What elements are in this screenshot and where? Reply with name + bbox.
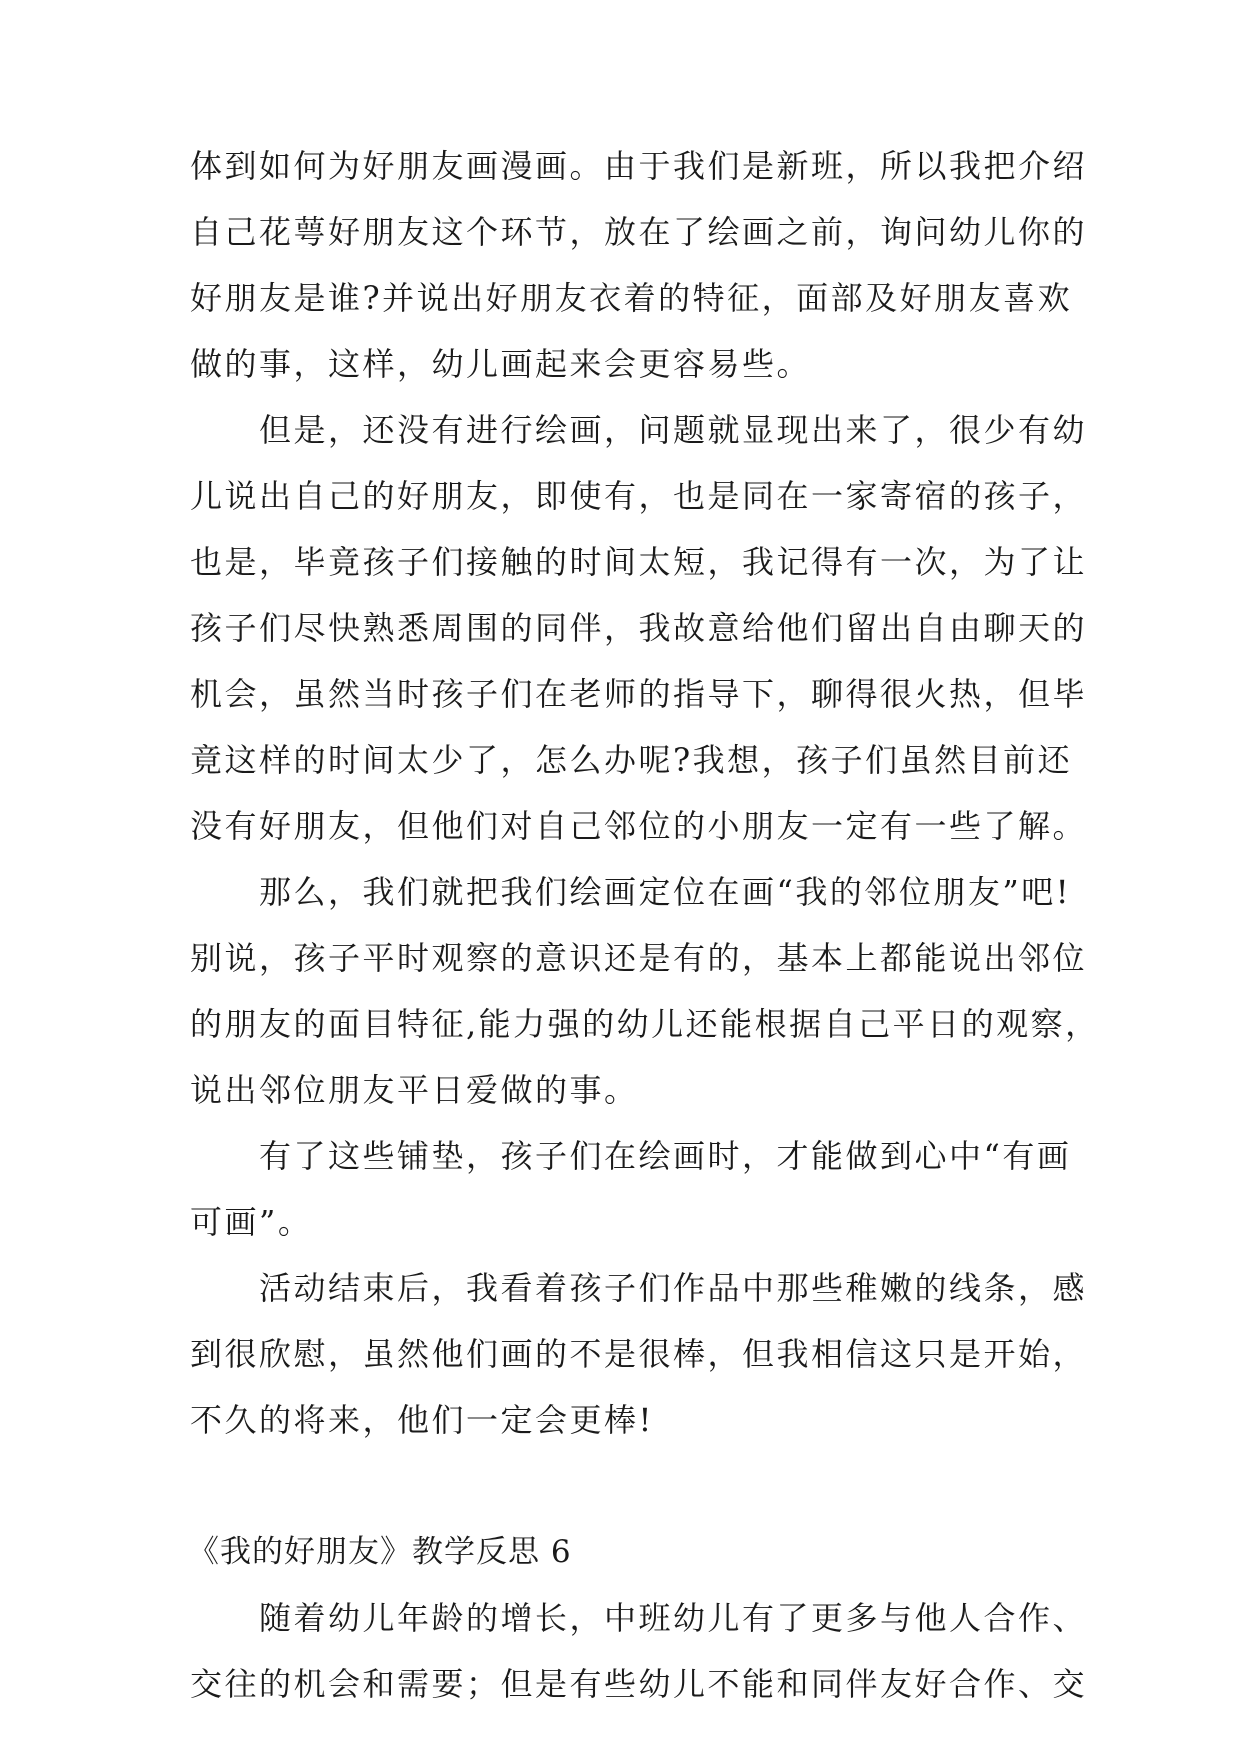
section-heading: 《我的好朋友》教学反思 6 [188, 1534, 572, 1570]
text-line: 好朋友是谁?并说出好朋友衣着的特征，面部及好朋友喜欢 [190, 279, 1073, 317]
text-line: 有了这些铺垫，孩子们在绘画时，才能做到心中“有画 [190, 1137, 1072, 1175]
text-line: 儿说出自己的好朋友，即使有，也是同在一家寄宿的孩子， [190, 477, 1088, 515]
text-line: 那么，我们就把我们绘画定位在画“我的邻位朋友”吧! [190, 873, 1072, 911]
text-line: 没有好朋友，但他们对自己邻位的小朋友一定有一些了解。 [190, 807, 1088, 845]
text-line: 到很欣慰，虽然他们画的不是很棒，但我相信这只是开始， [190, 1335, 1088, 1373]
text-line: 随着幼儿年龄的增长，中班幼儿有了更多与他人合作、 [190, 1599, 1088, 1637]
text-line: 说出邻位朋友平日爱做的事。 [190, 1071, 639, 1109]
text-line: 自己花萼好朋友这个环节，放在了绘画之前，询问幼儿你的 [190, 213, 1088, 251]
text-line: 可画”。 [190, 1203, 313, 1241]
text-line: 机会，虽然当时孩子们在老师的指导下，聊得很火热，但毕 [190, 675, 1088, 713]
text-line: 也是，毕竟孩子们接触的时间太短，我记得有一次，为了让 [190, 543, 1088, 581]
text-line: 竟这样的时间太少了，怎么办呢?我想，孩子们虽然目前还 [190, 741, 1073, 779]
text-line: 体到如何为好朋友画漫画。由于我们是新班，所以我把介绍 [190, 147, 1088, 185]
text-line: 做的事，这样，幼儿画起来会更容易些。 [190, 345, 812, 383]
text-line: 别说，孩子平时观察的意识还是有的，基本上都能说出邻位 [190, 939, 1088, 977]
text-line: 孩子们尽快熟悉周围的同伴，我故意给他们留出自由聊天的 [190, 609, 1088, 647]
text-line: 但是，还没有进行绘画，问题就显现出来了，很少有幼 [190, 411, 1088, 449]
text-line: 交往的机会和需要；但是有些幼儿不能和同伴友好合作、交 [190, 1665, 1088, 1703]
text-line: 的朋友的面目特征,能力强的幼儿还能根据自己平日的观察， [190, 1005, 1100, 1043]
text-line: 不久的将来，他们一定会更棒! [190, 1401, 654, 1439]
text-line: 活动结束后，我看着孩子们作品中那些稚嫩的线条，感 [190, 1269, 1088, 1307]
